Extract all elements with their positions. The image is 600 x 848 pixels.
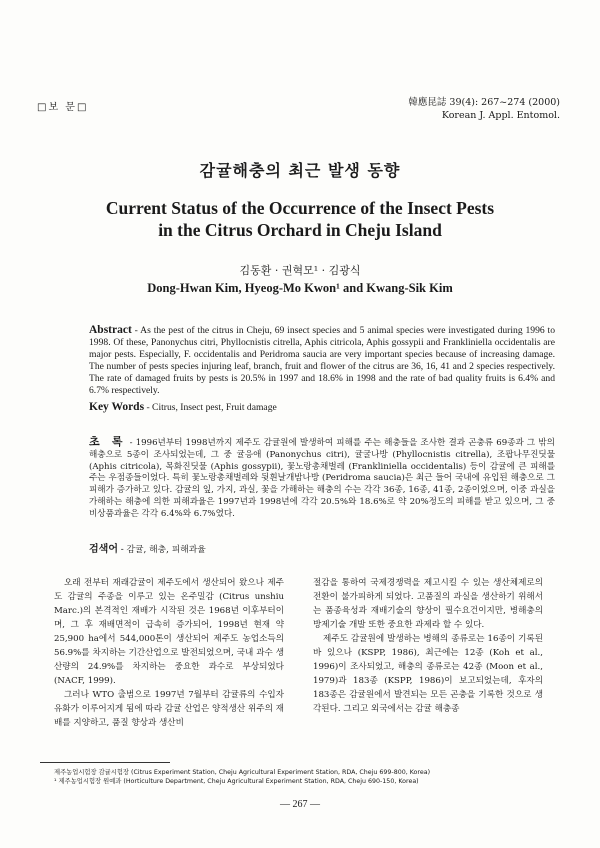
keywords-korean [89, 540, 206, 555]
article-category: □보 문□ [37, 102, 89, 113]
body-paragraph: 오래 전부터 재래감귤이 제주도에서 생산되어 왔으나 제주도 감귤의 주종을 이루고 있는 온주밀감 (Citrus unshiu Marc.)의 본격적인 재배가 시작된 것은 1968년 이후부터이며, 그 후 재배면적이 급속히 증가되어, 1998년 현재 약 25,900 ha에서 544,000톤이 생산되어 제주도 농업소득의 56.9%를 차지하는 기간산업으로 발전되었으며, 국내 과수 생산량의 24.9%를 차지하는 중요한 과수로 부상되었다 (NACF, 1999). [54, 578, 284, 686]
body-paragraph: 제주도 감귤원에 발생하는 병해의 종류로는 16종이 기록된 바 있으나 (KSPP, 1986), 최근에는 12종 (Koh et al., 1996)이 조사되었고, 해충의 종류로는 42종 (Moon et al., 1979)과 183종 (KSPP, 1986)이 보고되었는데, 후자의 183종은 감귤원에서 발견되는 모든 곤충을 기록한 것으로 생각된다. 그리고 외국에서는 감귤 해충종 [313, 634, 543, 714]
abstract-korean-text: - 1996년부터 1998년까지 제주도 감귤원에 발생하여 피해를 주는 해충들을 조사한 결과 곤충류 69종과 그 밖의 해충으로 5종이 조사되었는데, 그 중 귤응애 (Panonychus citri), 귤굴나방 (Phyllocnistis citrella), 조팝나무진딧물 (Aphis citricola), 목화진딧물 (Aphis gossypii), 꽃노랑총채벌레 (Frankliniella occidentalis) 등이 감귤에 큰 피해를 주는 우점종들이었다. 특히 꽃노랑총채벌레와 뒷흰날개밤나방 (Peridroma saucia)은 최근 들어 국내에 유입된 해충으로 그 피해가 증가하고 있다. 감귤의 잎, 가지, 과실, 꽃을 가해하는 해충의 수는 각각 36종, 16종, 41종, 2종이었으며, 이중 과실을 가해하는 해충에 의한 피해과율은 1997년과 1998년에 각각 20.5%와 18.6%로 약 20%정도의 피해를 받고 있으며, 그 중 비상품과율은 각각 6.4%와 6.7%였다. [89, 438, 555, 519]
keywords-label: Key Words [89, 401, 145, 413]
keywords-korean-text: - 감귤, 해충, 피해과율 [117, 545, 206, 555]
footnote-affiliation-2: ¹ 제주농업시험장 원예과 (Horticulture Department, Cheju Agricultural Experiment Station, RDA, Cheju 690-150, Korea) [54, 778, 419, 785]
journal-citation [408, 96, 560, 122]
title-english-line-1: Current Status of the Occurrence of the Insect Pests [105, 198, 495, 218]
authors-korean: 김동환 · 권혁모¹ · 김광식 [239, 264, 361, 277]
authors-english: Dong-Hwan Kim, Hyeog-Mo Kwon¹ and Kwang-Sik Kim [147, 281, 453, 295]
title-english-line-2: in the Citrus Orchard in Cheju Island [158, 220, 442, 240]
keywords-english [89, 401, 277, 413]
keywords-text: - Citrus, Insect pest, Fruit damage [144, 402, 277, 413]
abstract-text: - As the pest of the citrus in Cheju, 69 insect species and 5 animal species were investigated during 1996 to 1998. Of these, Panonychus citri, Phyllocnistis citrella, Aphis citricola, Aphis gossypii and Frankliniella occidentalis are major pests. Especially, F. occidentalis and Peridroma saucia are very important species because of increasing damage. The number of pests species injuring leaf, branch, fruit and flower of the citrus are 36, 16, 41 and 2 species respectively. The rate of damaged fruits by pests is 20.5% in 1997 and 18.6% in 1998 and the rate of bad quality fruits is 6.4% and 6.7% respectively. [89, 325, 555, 396]
journal-line-2: Korean J. Appl. Entomol. [441, 110, 560, 121]
abstract-label: Abstract [89, 324, 132, 336]
body-paragraph: 절감을 통하여 국제경쟁력을 제고시킬 수 있는 생산체제로의 전환이 불가피하게 되었다. 고품질의 과실을 생산하기 위해서는 품종육성과 재배기술의 향상이 필수요건이지만, 병해충의 방제기술 개발 또한 중요한 과제라 할 수 있다. [313, 578, 543, 630]
footnotes [54, 768, 430, 786]
footnote-affiliation-1: 제주농업시험장 감귤시험장 (Citrus Experiment Station, Cheju Agricultural Experiment Station, RDA, Cheju 699-800, Korea) [54, 769, 431, 776]
footnote-divider [40, 762, 170, 763]
page-number: — 267 — [280, 799, 320, 810]
abstract-korean [89, 436, 555, 521]
body-column-left [54, 576, 284, 730]
abstract-english [89, 324, 555, 397]
title-english [0, 197, 600, 241]
abstract-korean-label: 초 록 [89, 435, 127, 448]
body-paragraph: 그러나 WTO 출범으로 1997년 7월부터 감귤류의 수입자유화가 이루어지게 됨에 따라 감귤 산업은 양적생산 위주의 재배를 지양하고, 품질 향상과 생산비 [54, 690, 284, 728]
body-column-right [313, 576, 543, 716]
title-korean: 감귤해충의 최근 발생 동향 [199, 161, 401, 180]
keywords-korean-label: 검색어 [89, 544, 118, 555]
journal-line-1: 韓應昆誌 39(4): 267~274 (2000) [408, 97, 560, 108]
